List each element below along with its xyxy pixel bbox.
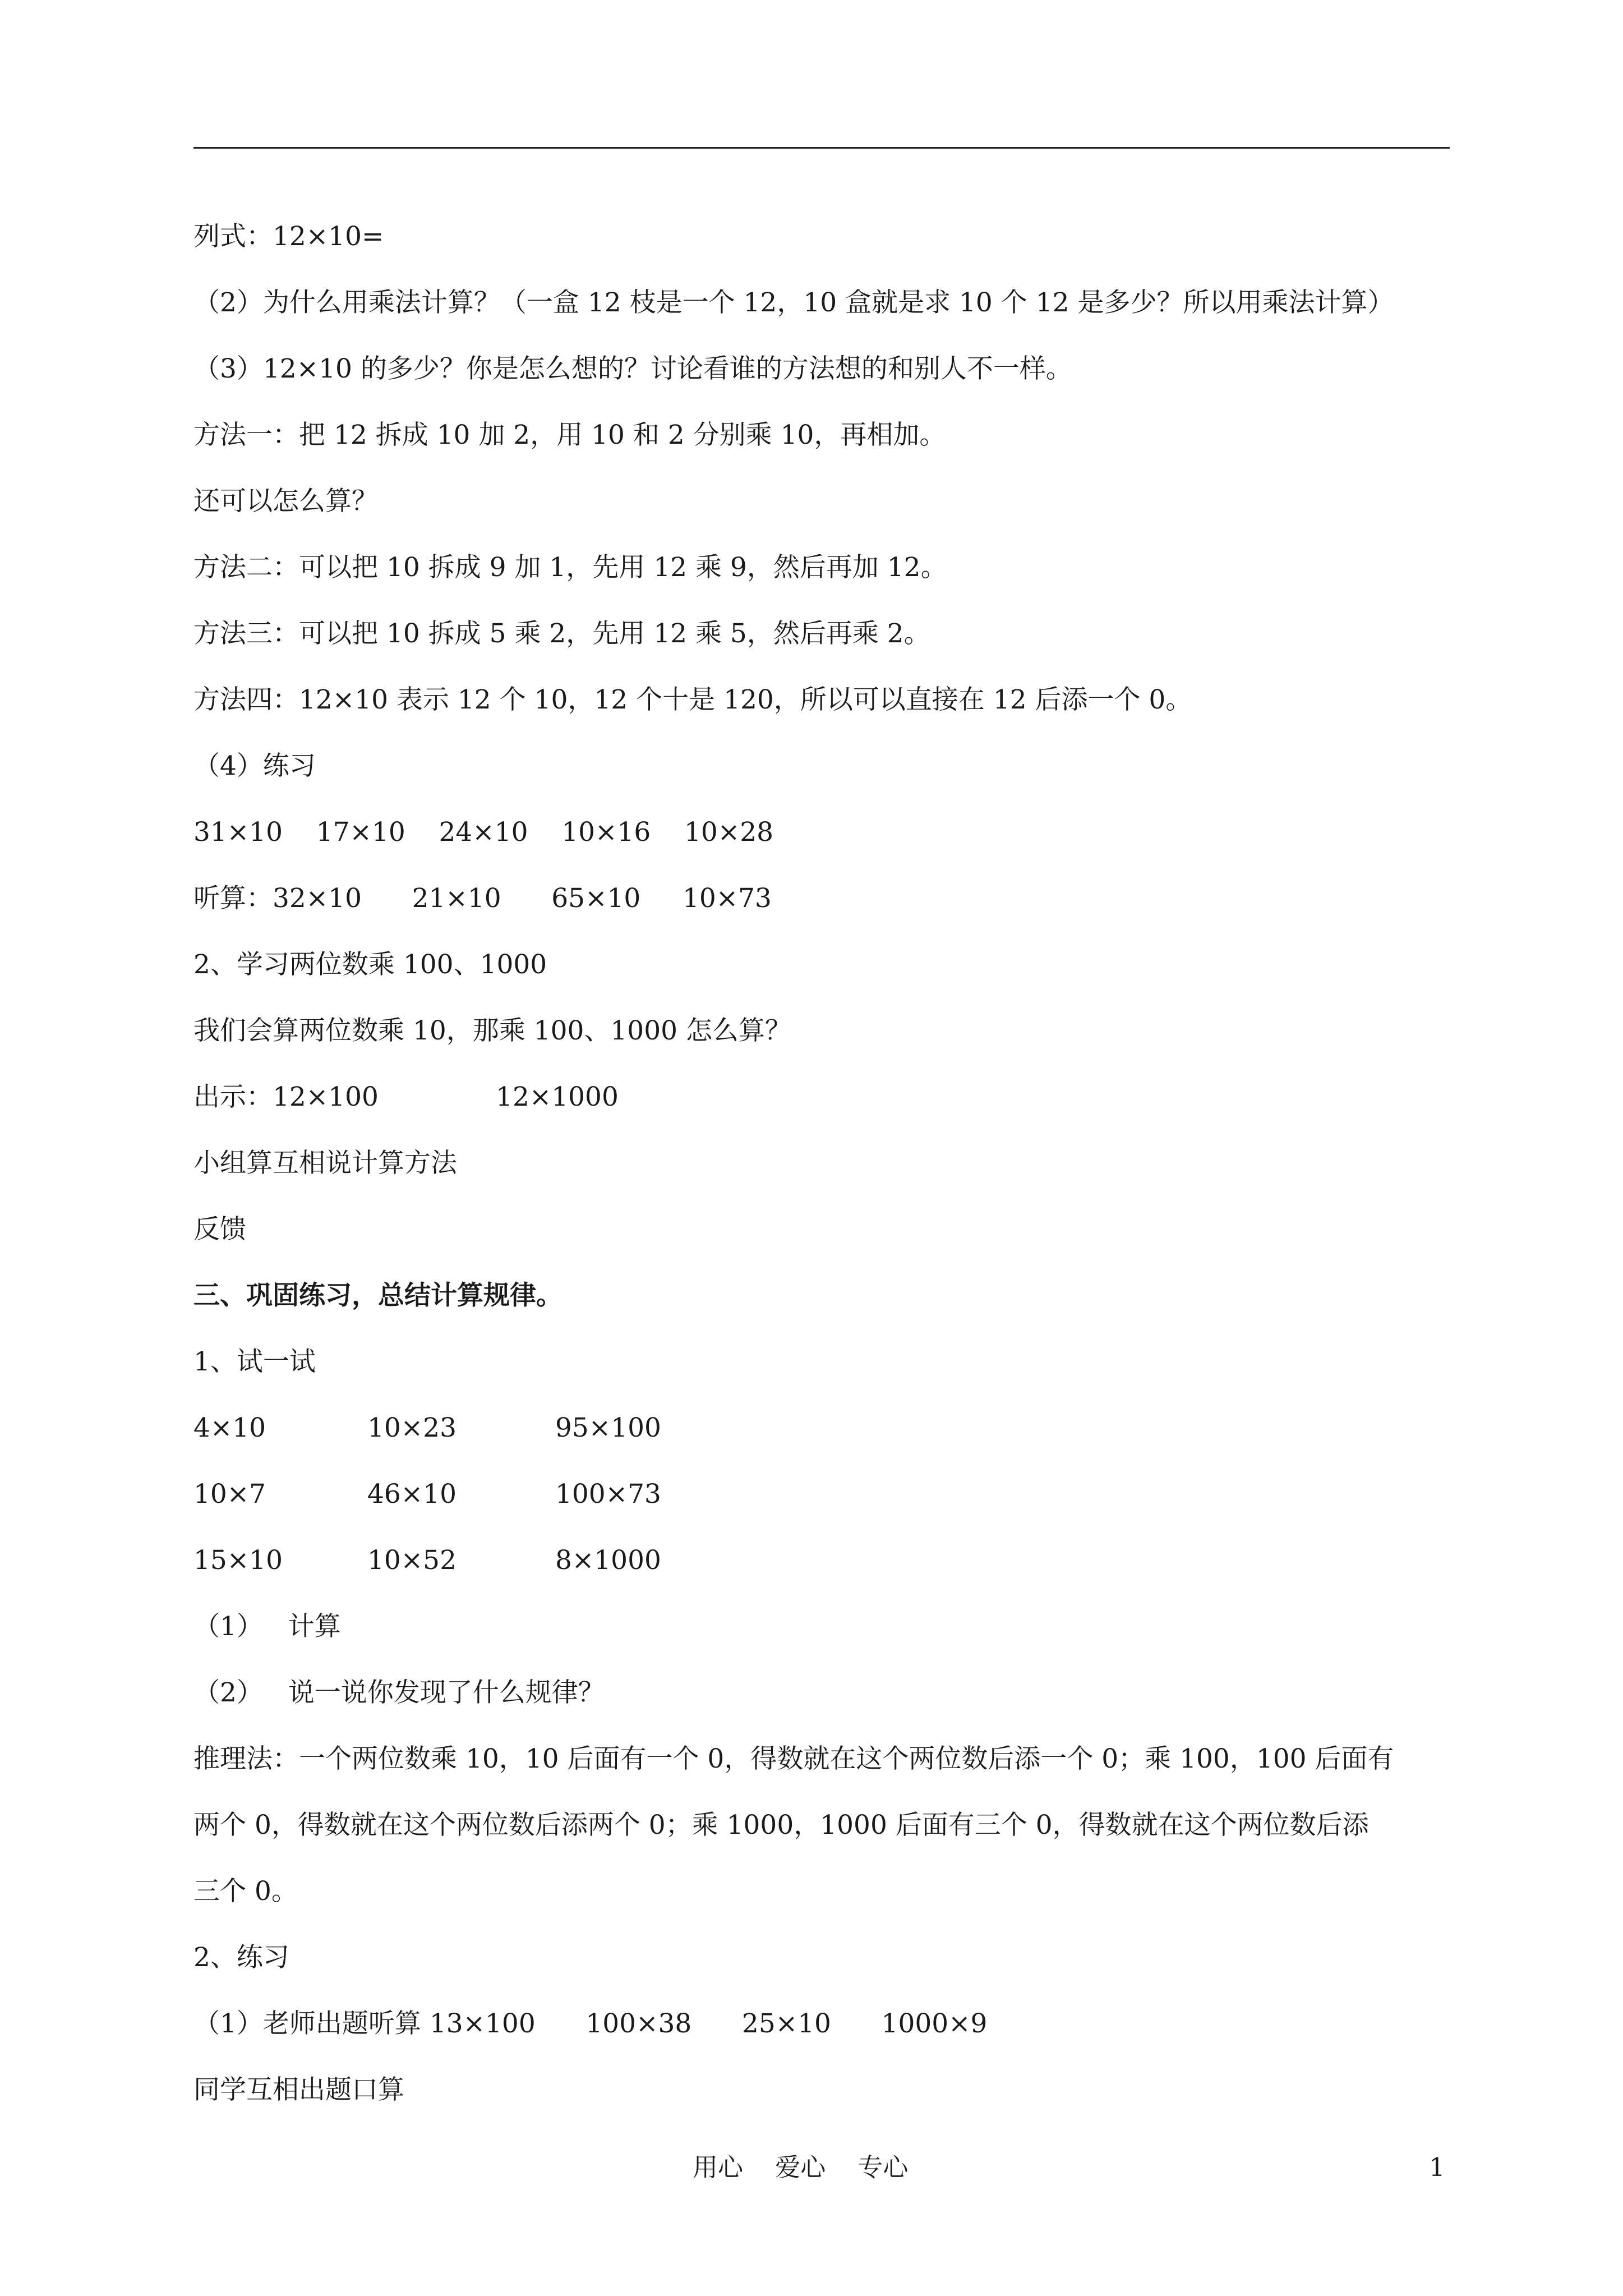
text-line: 列式：12×10=: [193, 221, 384, 252]
text-line: 反馈: [193, 1214, 246, 1245]
grid-cell: 15×10: [193, 1545, 283, 1576]
text-line: （1） 计算: [193, 1611, 341, 1642]
text-line: 31×10 17×10 24×10 10×16 10×28: [193, 817, 773, 848]
text-line: （2）为什么用乘法计算？（一盒 12 枝是一个 12，10 盒就是求 10 个 12 是多少？所以用乘法计算）: [193, 287, 1394, 318]
grid-cell: 4×10: [193, 1412, 266, 1443]
text-line: 方法三：可以把 10 拆成 5 乘 2，先用 12 乘 5，然后再乘 2。: [193, 618, 930, 649]
page-number: 1: [1429, 2152, 1445, 2182]
header-rule: [193, 147, 1450, 149]
text-line: （3）12×10 的多少？你是怎么想的？讨论看谁的方法想的和别人不一样。: [193, 353, 1072, 384]
grid-cell: 10×23: [367, 1412, 457, 1443]
grid-cell: 10×7: [193, 1479, 266, 1510]
grid-cell: 10×52: [367, 1545, 457, 1576]
grid-cell: 95×100: [555, 1412, 661, 1443]
text-line: 方法四：12×10 表示 12 个 10，12 个十是 120，所以可以直接在 12 后添一个 0。: [193, 684, 1192, 715]
grid-cell: 46×10: [367, 1479, 457, 1510]
text-line: 2、学习两位数乘 100、1000: [193, 949, 547, 980]
text-line: 1、试一试: [193, 1346, 316, 1377]
text-line: 方法一：把 12 拆成 10 加 2，用 10 和 2 分别乘 10，再相加。: [193, 420, 946, 450]
text-line: 还可以怎么算？: [193, 486, 378, 517]
text-line: 小组算互相说计算方法: [193, 1148, 457, 1179]
text-line: 听算：32×10 21×10 65×10 10×73: [193, 883, 772, 914]
section-heading: 三、巩固练习，总结计算规律。: [193, 1280, 562, 1311]
text-line: 三个 0。: [193, 1876, 298, 1907]
text-line: （2） 说一说你发现了什么规律？: [193, 1677, 605, 1708]
text-line: 同学互相出题口算: [193, 2074, 404, 2105]
text-line: （4）练习: [193, 751, 316, 781]
text-line: 我们会算两位数乘 10，那乘 100、1000 怎么算？: [193, 1015, 791, 1046]
text-line: 两个 0，得数就在这个两位数后添两个 0；乘 1000，1000 后面有三个 0，得数就在这个两位数后添: [193, 1810, 1369, 1841]
footer-motto: 用心 爱心 专心: [693, 2152, 909, 2182]
text-line: 2、练习: [193, 1942, 289, 1973]
text-line: 出示：12×100 12×1000: [193, 1082, 619, 1112]
grid-cell: 100×73: [555, 1479, 661, 1510]
text-line: 推理法：一个两位数乘 10，10 后面有一个 0，得数就在这个两位数后添一个 0；乘 100，100 后面有: [193, 1743, 1394, 1774]
grid-cell: 8×1000: [555, 1545, 661, 1576]
text-line: 方法二：可以把 10 拆成 9 加 1，先用 12 乘 9，然后再加 12。: [193, 552, 947, 583]
text-line: （1）老师出题听算 13×100 100×38 25×10 1000×9: [193, 2008, 988, 2039]
